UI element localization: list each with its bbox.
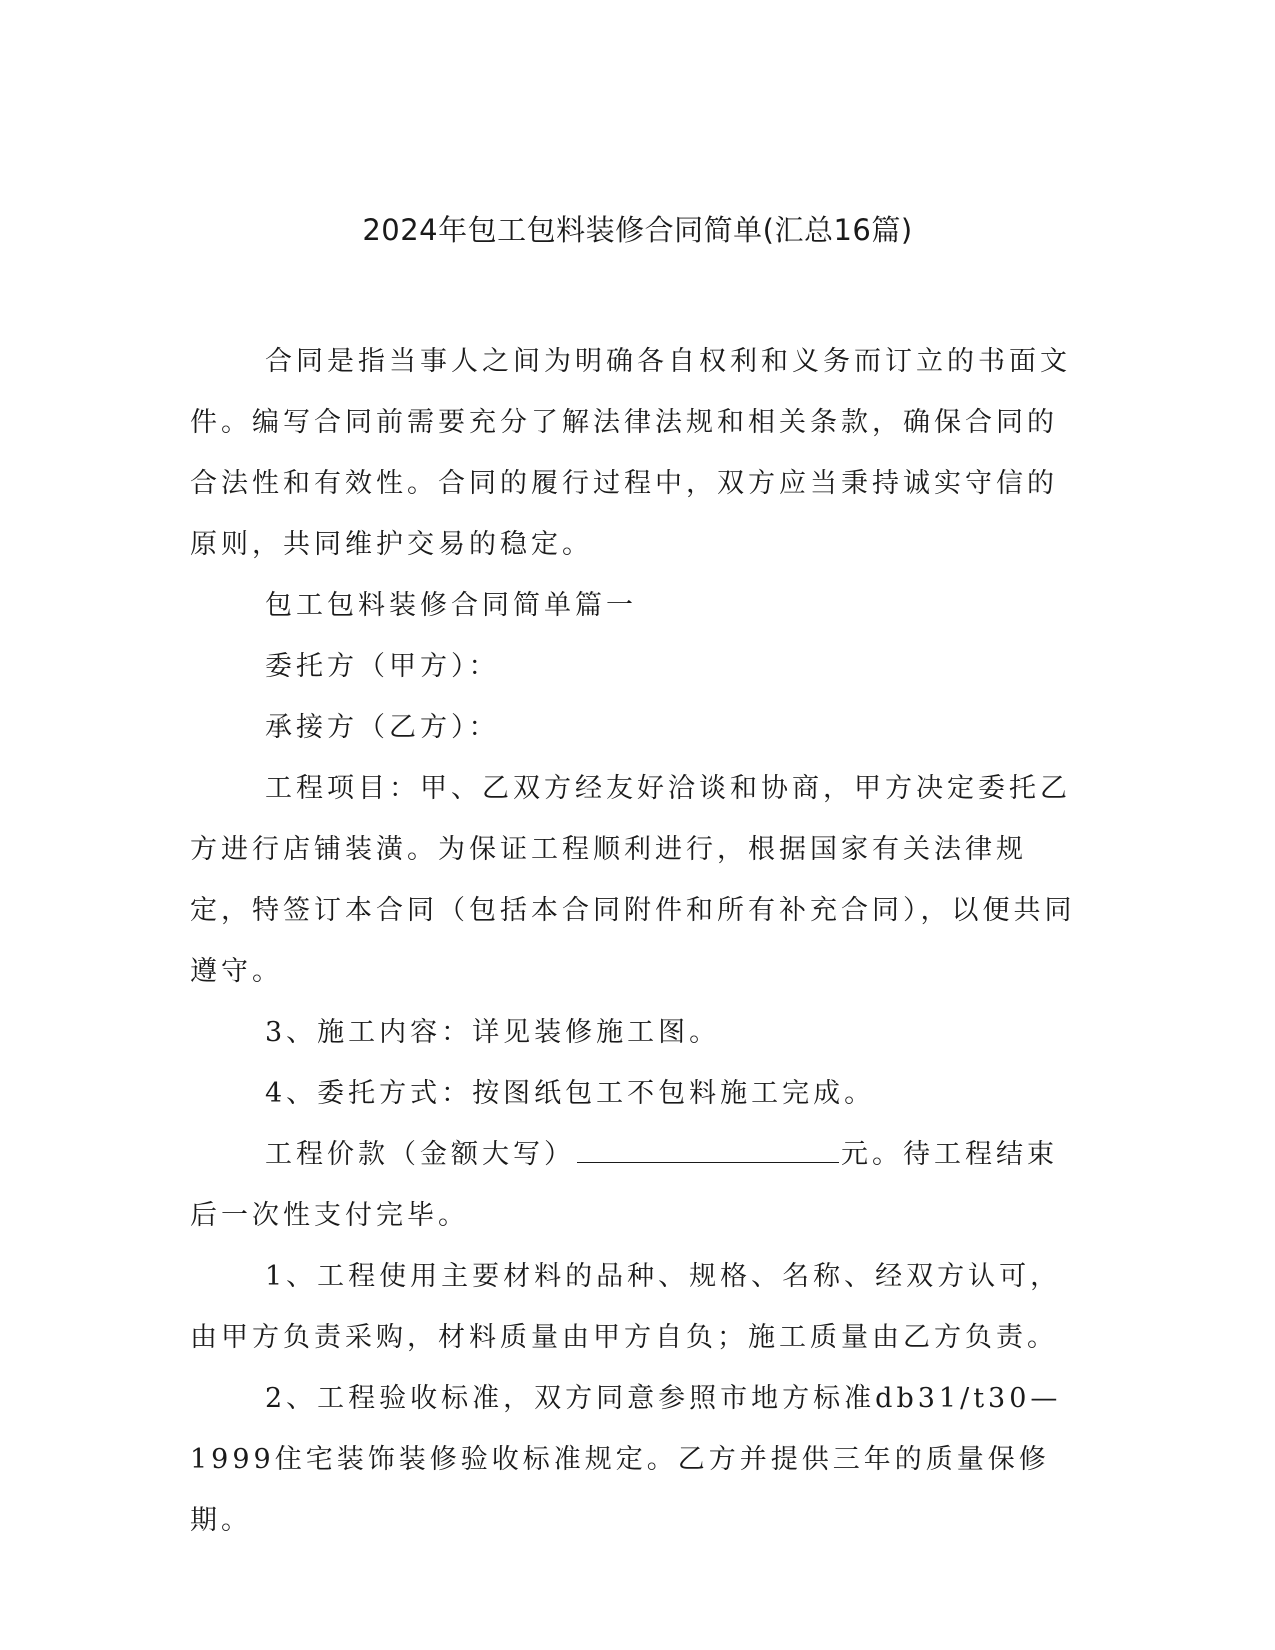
price-suffix: 元。待工程结束后一次性支付完毕。 [190,1139,1058,1231]
paragraph-content: 3、施工内容：详见装修施工图。 [265,1017,721,1048]
price-blank-line [577,1132,839,1163]
price-prefix: 工程价款（金额大写） [265,1139,575,1170]
document-body [190,331,1080,1551]
paragraph-acceptance: 2、工程验收标准，双方同意参照市地方标准db31/t30—1999住宅装饰装修验收标准规定。乙方并提供三年的质量保修期。 [190,1383,1062,1536]
paragraph-party-b: 承接方（乙方）： [265,712,500,743]
paragraph-project: 工程项目：甲、乙双方经友好洽谈和协商，甲方决定委托乙方进行店铺装潢。为保证工程顺利进行，根据国家有关法律规定，特签订本合同（包括本合同附件和所有补充合同），以便共同遵守。 [190,773,1076,987]
paragraph-price [190,1124,1080,1246]
paragraph-intro: 合同是指当事人之间为明确各自权利和义务而订立的书面文件。编写合同前需要充分了解法律法规和相关条款，确保合同的合法性和有效性。合同的履行过程中，双方应当秉持诚实守信的原则，共同维护交易的稳定。 [190,346,1071,560]
document-title: 2024年包工包料装修合同简单(汇总16篇) [362,213,913,247]
paragraph-method: 4、委托方式：按图纸包工不包料施工完成。 [265,1078,876,1109]
paragraph-party-a: 委托方（甲方）： [265,651,500,682]
paragraph-section-heading: 包工包料装修合同简单篇一 [265,590,637,621]
paragraph-materials: 1、工程使用主要材料的品种、规格、名称、经双方认可，由甲方负责采购，材料质量由甲方自负；施工质量由乙方负责。 [190,1261,1062,1353]
